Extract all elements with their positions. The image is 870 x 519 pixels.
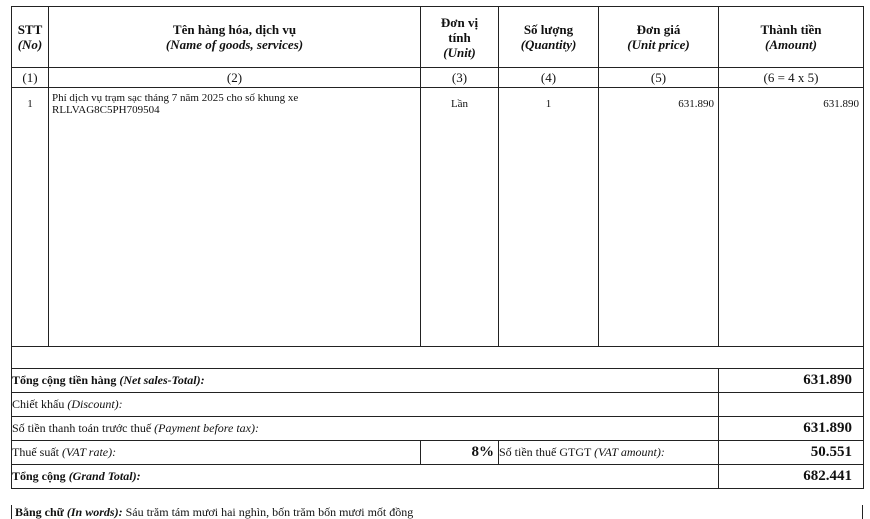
discount-label: Chiết khấu (Discount): bbox=[12, 393, 719, 417]
col-number: (2) bbox=[49, 68, 421, 88]
col-number: (5) bbox=[599, 68, 719, 88]
grand-total-row bbox=[12, 465, 864, 489]
col-number: (6 = 4 x 5) bbox=[719, 68, 864, 88]
net-total-value: 631.890 bbox=[719, 369, 864, 393]
col-header-price: Đơn giá (Unit price) bbox=[599, 7, 719, 68]
net-total-row bbox=[12, 369, 864, 393]
col-header-qty: Số lượng (Quantity) bbox=[499, 7, 599, 68]
vat-rate-label: Thuế suất (VAT rate): bbox=[12, 441, 421, 465]
header-row bbox=[12, 7, 864, 68]
vat-amount-label: Số tiền thuế GTGT (VAT amount): bbox=[499, 441, 719, 465]
amount-in-words: Bằng chữ (In words): Sáu trăm tám mươi hai nghìn, bốn trăm bốn mươi mốt đồng bbox=[11, 505, 863, 519]
before-tax-value: 631.890 bbox=[719, 417, 864, 441]
col-number: (1) bbox=[12, 68, 49, 88]
net-total-label: Tổng cộng tiền hàng (Net sales-Total): bbox=[12, 369, 719, 393]
grand-total-value: 682.441 bbox=[719, 465, 864, 489]
col-header-stt: STT (No) bbox=[12, 7, 49, 68]
invoice-table bbox=[11, 6, 864, 489]
col-header-amount: Thành tiền (Amount) bbox=[719, 7, 864, 68]
col-number: (3) bbox=[421, 68, 499, 88]
item-price: 631.890 bbox=[599, 88, 719, 347]
item-amount: 631.890 bbox=[719, 88, 864, 347]
before-tax-row bbox=[12, 417, 864, 441]
discount-row bbox=[12, 393, 864, 417]
vat-row bbox=[12, 441, 864, 465]
discount-value bbox=[719, 393, 864, 417]
before-tax-label: Số tiền thanh toán trước thuế (Payment before tax): bbox=[12, 417, 719, 441]
grand-total-label: Tổng cộng (Grand Total): bbox=[12, 465, 719, 489]
item-name: Phí dịch vụ trạm sạc tháng 7 năm 2025 cho số khung xe RLLVAG8C5PH709504 bbox=[49, 88, 421, 347]
vat-rate-value: 8% bbox=[421, 441, 499, 465]
spacer-row bbox=[12, 347, 864, 369]
item-qty: 1 bbox=[499, 88, 599, 347]
col-header-unit: Đơn vị tính (Unit) bbox=[421, 7, 499, 68]
col-number: (4) bbox=[499, 68, 599, 88]
col-header-name: Tên hàng hóa, dịch vụ (Name of goods, services) bbox=[49, 7, 421, 68]
vat-amount-value: 50.551 bbox=[719, 441, 864, 465]
item-row bbox=[12, 88, 864, 347]
column-number-row bbox=[12, 68, 864, 88]
item-unit: Lần bbox=[421, 88, 499, 347]
item-no: 1 bbox=[12, 88, 49, 347]
